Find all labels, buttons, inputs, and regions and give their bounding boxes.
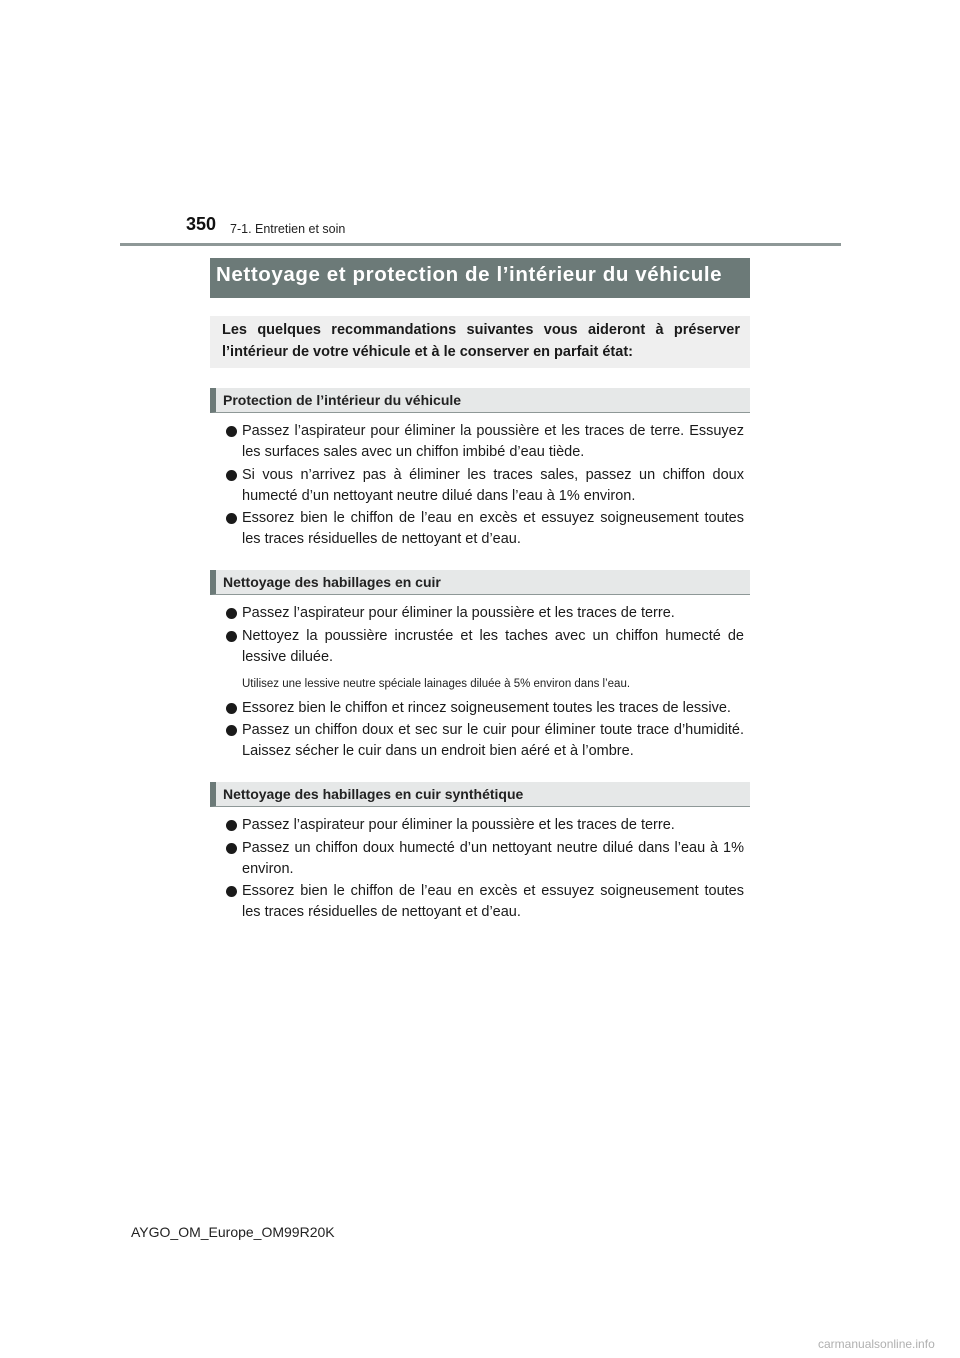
- bullet-list: [210, 421, 750, 550]
- bullet-list: [210, 603, 750, 668]
- list-item: Passez l’aspirateur pour éliminer la poussière et les traces de terre. Essuyez les surfaces sales avec un chiffon imbibé d’eau tiède.: [210, 421, 750, 463]
- bullet-icon: [226, 513, 237, 524]
- bullet-icon: [226, 820, 237, 831]
- bullet-icon: [226, 631, 237, 642]
- list-item: Essorez bien le chiffon de l’eau en excès et essuyez soigneusement toutes les traces résiduelles de nettoyant et d’eau.: [210, 508, 750, 550]
- bullet-icon: [226, 470, 237, 481]
- footer-reference: AYGO_OM_Europe_OM99R20K: [131, 1224, 335, 1240]
- bullet-list: [210, 698, 750, 763]
- bullet-icon: [226, 886, 237, 897]
- subheading-leather-cleaning: Nettoyage des habillages en cuir: [210, 570, 750, 595]
- header-rule: [120, 243, 841, 246]
- bullet-icon: [226, 703, 237, 714]
- list-item: Nettoyez la poussière incrustée et les taches avec un chiffon humecté de lessive diluée.: [210, 626, 750, 668]
- list-item: Si vous n’arrivez pas à éliminer les traces sales, passez un chiffon doux humecté d’un nettoyant neutre dilué dans l’eau à 1% environ.: [210, 465, 750, 507]
- page-number: 350: [186, 214, 217, 234]
- page-title: Nettoyage et protection de l’intérieur du véhicule: [210, 258, 750, 298]
- subheading-synthetic-leather-cleaning: Nettoyage des habillages en cuir synthétique: [210, 782, 750, 807]
- note-text: Utilisez une lessive neutre spéciale lainages diluée à 5% environ dans l’eau.: [242, 677, 631, 690]
- list-item: Passez l’aspirateur pour éliminer la poussière et les traces de terre.: [210, 603, 750, 624]
- intro-box: Les quelques recommandations suivantes vous aideront à préserver l’intérieur de votre véhicule et à le conserver en parfait état:: [210, 316, 750, 368]
- bullet-icon: [226, 426, 237, 437]
- bullet-icon: [226, 608, 237, 619]
- page-content: [210, 258, 750, 925]
- bullet-icon: [226, 725, 237, 736]
- watermark: carmanualsonline.info: [818, 1337, 935, 1351]
- list-item: Passez l’aspirateur pour éliminer la poussière et les traces de terre.: [210, 815, 750, 836]
- bullet-list: [210, 815, 750, 923]
- list-item: Essorez bien le chiffon et rincez soigneusement toutes les traces de lessive.: [210, 698, 750, 719]
- list-item: Passez un chiffon doux et sec sur le cuir pour éliminer toute trace d’humidité. Laissez sécher le cuir dans un endroit bien aéré et à l’ombre.: [210, 720, 750, 762]
- bullet-icon: [226, 843, 237, 854]
- list-item: Essorez bien le chiffon de l’eau en excès et essuyez soigneusement toutes les traces résiduelles de nettoyant et d’eau.: [210, 881, 750, 923]
- list-item: Passez un chiffon doux humecté d’un nettoyant neutre dilué dans l’eau à 1% environ.: [210, 838, 750, 880]
- subheading-interior-protection: Protection de l’intérieur du véhicule: [210, 388, 750, 413]
- section-reference: 7-1. Entretien et soin: [230, 222, 346, 236]
